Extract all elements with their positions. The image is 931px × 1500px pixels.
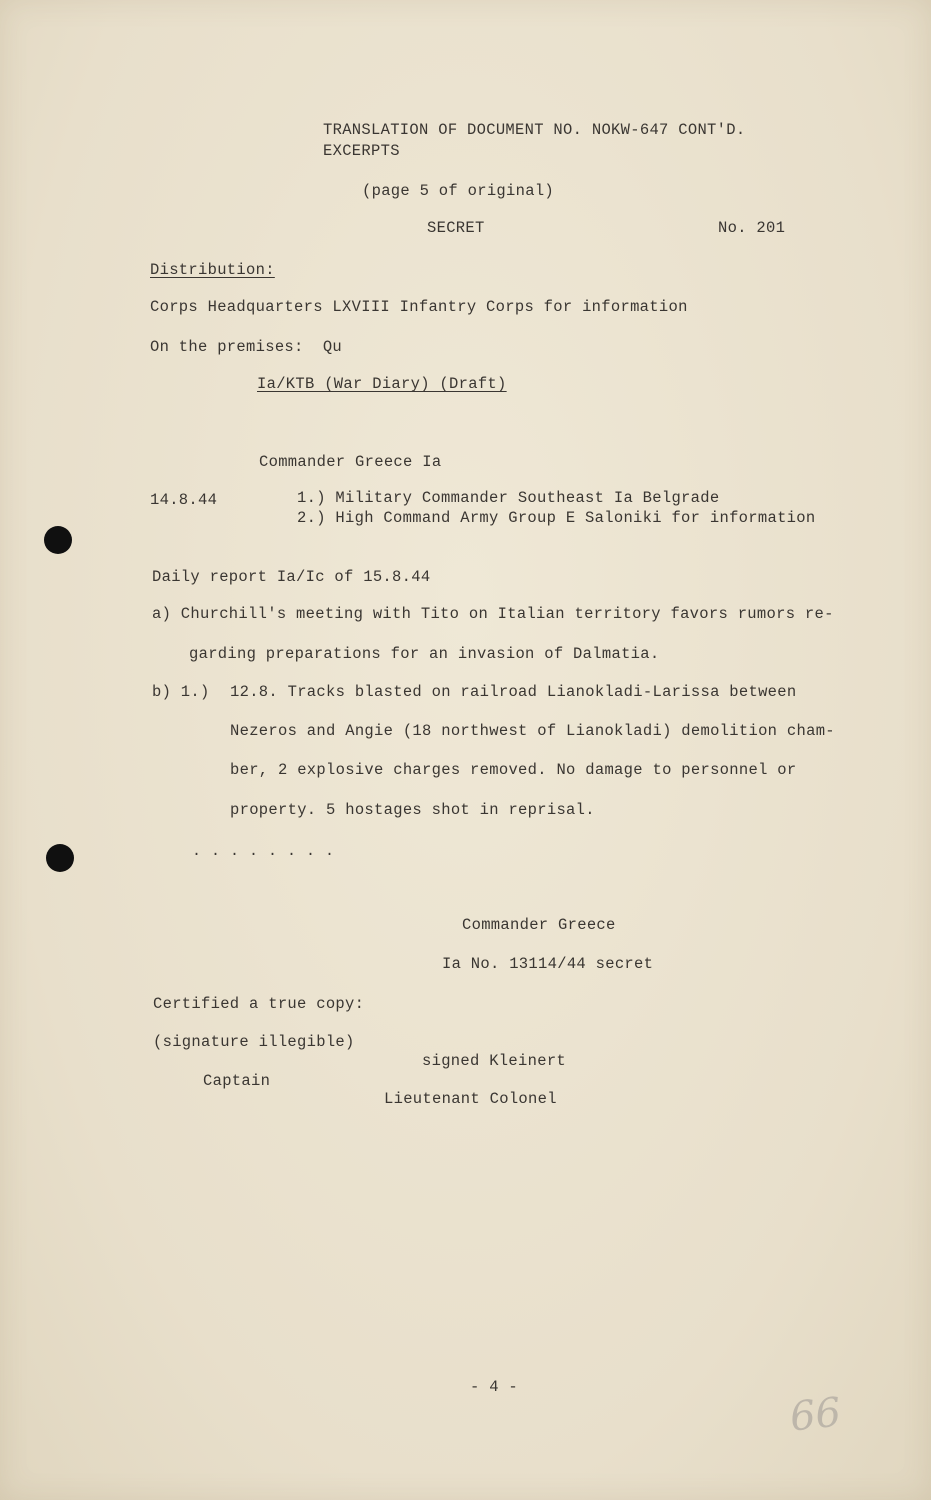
item-b-line-1: 12.8. Tracks blasted on railroad Lianokladi-Larissa between: [230, 683, 797, 701]
report-title: Daily report Ia/Ic of 15.8.44: [152, 568, 431, 586]
item-b-line-3: ber, 2 explosive charges removed. No damage to personnel or: [230, 761, 797, 779]
sender: Commander Greece Ia: [259, 453, 442, 471]
ellipsis: ........: [192, 843, 345, 860]
item-b-line-4: property. 5 hostages shot in reprisal.: [230, 801, 595, 819]
date: 14.8.44: [150, 491, 218, 509]
document-number: No. 201: [718, 219, 786, 237]
signature-unit: Commander Greece: [462, 916, 616, 934]
handwritten-folio: 66: [787, 1389, 844, 1441]
item-a-line-2: garding preparations for an invasion of Dalmatia.: [189, 645, 660, 663]
page-reference: (page 5 of original): [362, 182, 555, 200]
signature-illegible: (signature illegible): [153, 1033, 355, 1051]
distribution-line-3: Ia/KTB (War Diary) (Draft): [257, 375, 507, 393]
item-a-line-1: a) Churchill's meeting with Tito on Italian territory favors rumors re-: [152, 605, 834, 623]
title-line-2: EXCERPTS: [323, 142, 400, 160]
signature-reference: Ia No. 13114/44 secret: [442, 955, 654, 973]
recipient-1: 1.) Military Commander Southeast Ia Belgrade: [297, 489, 720, 507]
distribution-label: Distribution:: [150, 261, 275, 279]
certified-copy: Certified a true copy:: [153, 995, 365, 1013]
title-line-1: TRANSLATION OF DOCUMENT NO. NOKW-647 CONT'D.: [323, 121, 746, 139]
item-b-line-2: Nezeros and Angie (18 northwest of Lianokladi) demolition cham-: [230, 722, 835, 740]
distribution-line-1: Corps Headquarters LXVIII Infantry Corps for information: [150, 298, 688, 316]
recipient-2: 2.) High Command Army Group E Saloniki for information: [297, 509, 816, 527]
rank-captain: Captain: [203, 1072, 271, 1090]
classification: SECRET: [427, 219, 485, 237]
punch-hole-top: [44, 526, 72, 554]
distribution-line-2: On the premises: Qu: [150, 338, 343, 356]
item-b-prefix: b) 1.): [152, 683, 210, 701]
signed-name: signed Kleinert: [422, 1052, 567, 1070]
punch-hole-bottom: [46, 844, 74, 872]
rank-lieutenant-colonel: Lieutenant Colonel: [384, 1090, 557, 1108]
page-number: - 4 -: [470, 1378, 519, 1396]
